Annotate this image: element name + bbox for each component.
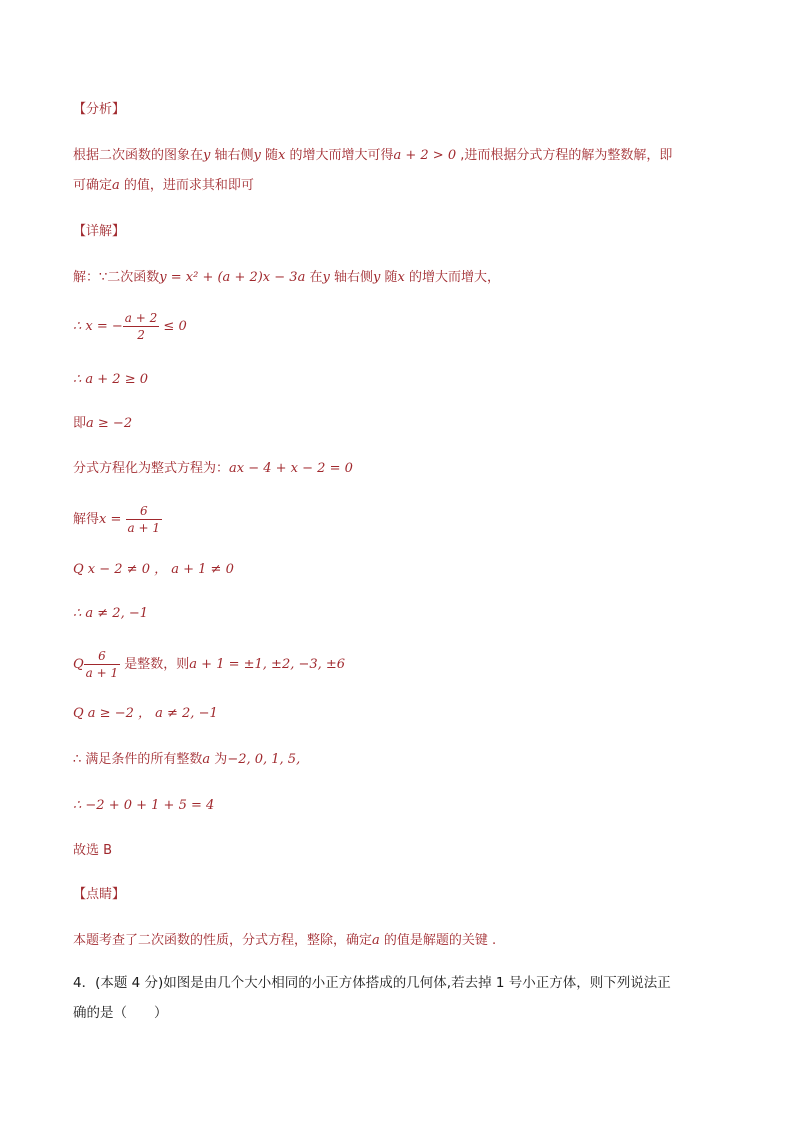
detail-answer: 故选 B [73,843,113,858]
detail-text: 轴右侧 [329,270,373,285]
detail-step-5 [73,459,353,479]
detail-step-6 [73,503,162,536]
fraction [123,310,159,343]
comment-text-part: 的值是解题的关键 . [379,933,497,948]
analysis-heading: 【分析】 [73,102,126,117]
detail-text: 解：∵二次函数 [73,270,160,285]
math-symbol: Q [73,657,84,672]
math-var: x [397,270,405,285]
analysis-text: 根据二次函数的图象在 [73,148,204,163]
math-expression: ax − 4 + x − 2 = 0 [229,461,353,476]
detail-text: 分式方程化为整式方程为： [73,461,230,476]
fraction-numerator: a + 2 [124,311,158,325]
detail-text: 在 [305,270,323,285]
question-4 [73,968,723,1028]
detail-text: 即 [73,416,87,431]
math-var: y [203,148,211,163]
detail-heading: 【详解】 [73,224,126,239]
math-expression: a ≥ −2 [86,416,133,431]
fraction [126,503,162,536]
fraction-numerator: 6 [139,504,148,518]
comment-heading: 【点睛】 [73,887,126,902]
detail-text: 随 [380,270,398,285]
detail-text: 为 [210,752,228,767]
question-4-line-2: 确的是（ ） [73,1005,168,1021]
math-var: y [322,270,330,285]
math-expression: a + 1 = ±1, ±2, −3, ±6 [189,657,346,672]
math-expression: −2, 0, 1, 5, [227,752,301,767]
analysis-text: 轴右侧 [210,148,254,163]
detail-step-1 [73,268,500,288]
detail-step-3: ∴ a + 2 ≥ 0 [73,372,149,387]
detail-step-11 [73,750,300,770]
fraction-denominator: a + 1 [85,666,119,680]
math-expression: ≤ 0 [159,319,187,334]
detail-step-7: Q x − 2 ≠ 0 ， a + 1 ≠ 0 [73,562,234,577]
question-4-line-1: 4．(本题 4 分)如图是由几个大小相同的小正方体搭成的几何体,若去掉 1 号小正方体，则下列说法正 [73,975,671,991]
comment-text-part: 本题考查了二次函数的性质，分式方程，整除，确定 [73,933,373,948]
analysis-line-2 [73,176,254,196]
detail-step-9 [73,648,345,681]
math-var: a [112,178,120,193]
math-expression: x = [99,512,126,527]
detail-step-10: Q a ≥ −2 ， a ≠ 2, −1 [73,706,218,721]
math-expression: a + 2 > 0 [393,148,457,163]
detail-text: 是整数，则 [120,657,190,672]
analysis-line-1 [73,146,672,166]
analysis-text: 的值，进而求其和即可 [119,178,254,193]
math-var: y [372,270,381,285]
detail-step-8: ∴ a ≠ 2, −1 [73,606,149,621]
math-expression: ∴ x = − [73,319,123,334]
analysis-text: ,进而根据分式方程的解为整数解，即 [456,148,673,163]
comment-text [73,931,496,951]
detail-step-4 [73,414,132,434]
math-var: a [202,752,211,767]
math-var: x [278,148,286,163]
fraction-denominator: a + 1 [127,521,160,535]
analysis-text: 随 [260,148,279,163]
detail-text: 的增大而增大， [404,270,500,285]
detail-text: 解得 [73,512,100,527]
math-expression: y = x² + (a + 2)x − 3a [159,270,306,285]
detail-text: ∴ 满足条件的所有整数 [73,752,203,767]
fraction-numerator: 6 [98,649,106,663]
math-var: a [372,933,380,948]
math-var: y [253,148,261,163]
analysis-text: 可确定 [73,178,113,193]
fraction-denominator: 2 [123,326,159,343]
detail-step-12: ∴ −2 + 0 + 1 + 5 = 4 [73,798,215,813]
analysis-text: 的增大而增大可得 [285,148,394,163]
fraction [84,648,120,681]
detail-step-2 [73,310,187,343]
